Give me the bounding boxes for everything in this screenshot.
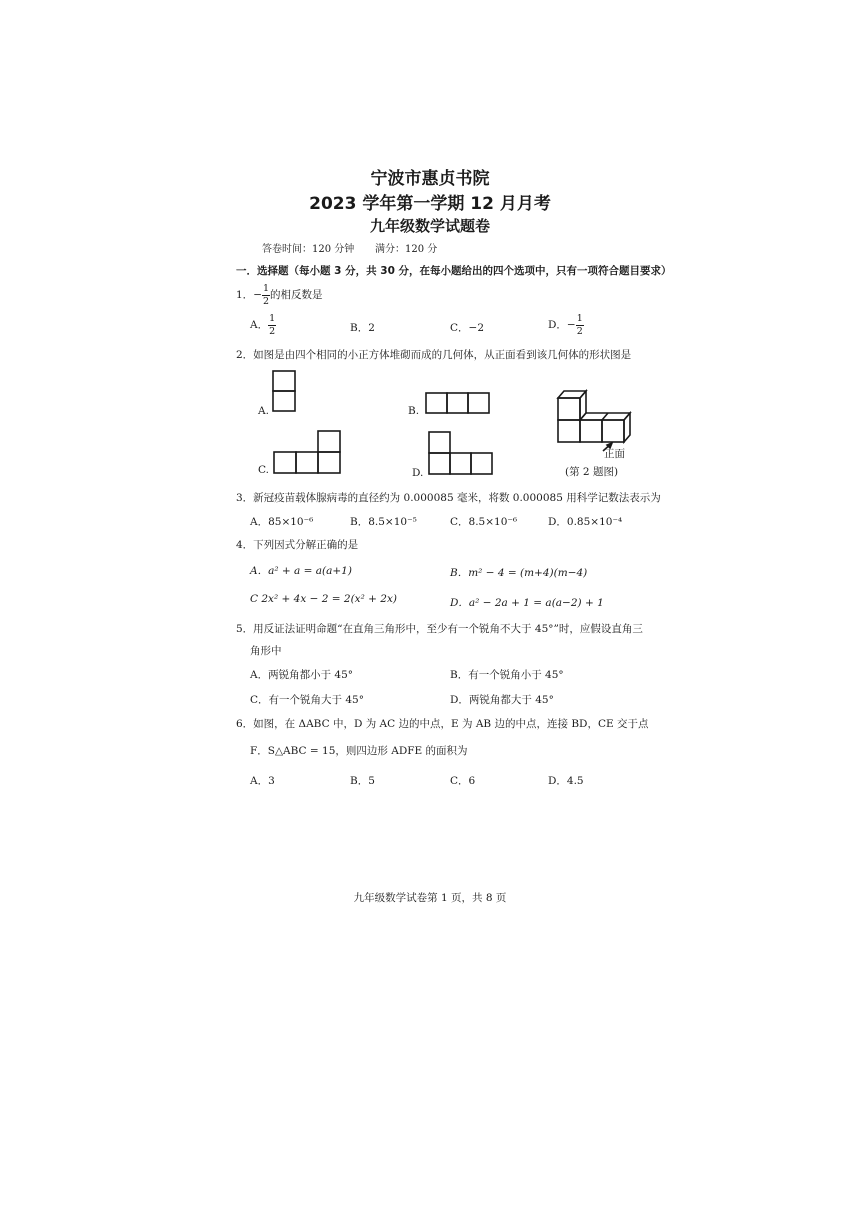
- section-heading: 一．选择题（每小题 3 分，共 30 分，在每小题给出的四个选项中，只有一项符合题目要求）: [236, 265, 672, 277]
- q2-cube-figure: [556, 388, 636, 454]
- minus-sign: −: [253, 289, 262, 301]
- exam-subject-title: 九年级数学试题卷: [369, 217, 490, 235]
- q2-option-b-label: B.: [408, 405, 420, 417]
- figure-caption: (第 2 题图): [565, 466, 619, 478]
- fraction: $\frac{1}{2}$: [269, 313, 276, 337]
- q2-figure-d: [428, 431, 496, 477]
- q1-option-c: C．−2: [450, 322, 485, 334]
- fraction: $\frac{1}{2}$: [263, 283, 270, 307]
- q4-option-b: B．m² − 4 = (m+4)(m−4): [450, 567, 588, 579]
- q5-option-b: B．有一个锐角小于 45°: [450, 669, 564, 681]
- q1-option-d: D．− $\frac{1}{2}$: [548, 313, 583, 337]
- q2-figure-a: [272, 370, 298, 414]
- exam-term-title: 2023 学年第一学期 12 月月考: [309, 194, 551, 214]
- question-3-stem: 3．新冠疫苗载体腺病毒的直径约为 0.000085 毫米，将数 0.000085 用科学记数法表示为: [236, 492, 661, 504]
- q6-option-d: D．4.5: [548, 775, 584, 787]
- question-text: 的相反数是: [270, 289, 323, 301]
- q6-option-a: A．3: [250, 775, 275, 787]
- front-label: 正面: [604, 448, 625, 460]
- question-6-stem-line2: F．S△ABC = 15，则四边形 ADFE 的面积为: [250, 745, 468, 757]
- q3-option-d: D．0.85×10⁻⁴: [548, 516, 623, 528]
- q6-option-c: C．6: [450, 775, 476, 787]
- q4-option-a: A．a² + a = a(a+1): [250, 565, 352, 577]
- q2-option-c-label: C.: [258, 464, 269, 476]
- q4-option-d: D．a² − 2a + 1 = a(a−2) + 1: [450, 597, 604, 609]
- q1-option-b: B．2: [350, 322, 375, 334]
- fraction: $\frac{1}{2}$: [576, 313, 583, 337]
- q2-figure-b: [425, 392, 493, 416]
- q2-figure-c: [273, 430, 343, 476]
- question-5-stem-line1: 5．用反证法证明命题“在直角三角形中，至少有一个锐角不大于 45°”时，应假设直角三: [236, 623, 643, 635]
- question-1-stem: [236, 284, 323, 306]
- q3-option-b: B．8.5×10⁻⁵: [350, 516, 417, 528]
- question-5-stem-line2: 角形中: [250, 645, 282, 657]
- q5-option-a: A．两锐角都小于 45°: [250, 669, 354, 681]
- q6-option-b: B．5: [350, 775, 375, 787]
- q5-option-d: D．两锐角都大于 45°: [450, 694, 554, 706]
- question-number: 1．: [236, 289, 254, 301]
- exam-time: 答卷时间：120 分钟: [262, 244, 355, 255]
- q2-option-d-label: D.: [412, 467, 424, 479]
- page-footer: 九年级数学试卷第 1 页，共 8 页: [353, 892, 507, 904]
- exam-score: 满分：120 分: [375, 244, 438, 255]
- q4-option-c: C 2x² + 4x − 2 = 2(x² + 2x): [250, 593, 397, 605]
- question-2-stem: 2．如图是由四个相同的小正方体堆砌而成的几何体，从正面看到该几何体的形状图是: [236, 349, 632, 361]
- question-6-stem-line1: 6．如图，在 ΔABC 中，D 为 AC 边的中点，E 为 AB 边的中点，连接 BD，CE 交于点: [236, 718, 649, 730]
- q5-option-c: C．有一个锐角大于 45°: [250, 694, 364, 706]
- q3-option-a: A．85×10⁻⁶: [250, 516, 314, 528]
- q3-option-c: C．8.5×10⁻⁶: [450, 516, 518, 528]
- school-name: 宁波市惠贞书院: [370, 169, 490, 189]
- q1-option-a: A． $\frac{1}{2}$: [250, 313, 276, 337]
- q2-option-a-label: A.: [258, 405, 269, 417]
- question-4-stem: 4．下列因式分解正确的是: [236, 539, 359, 551]
